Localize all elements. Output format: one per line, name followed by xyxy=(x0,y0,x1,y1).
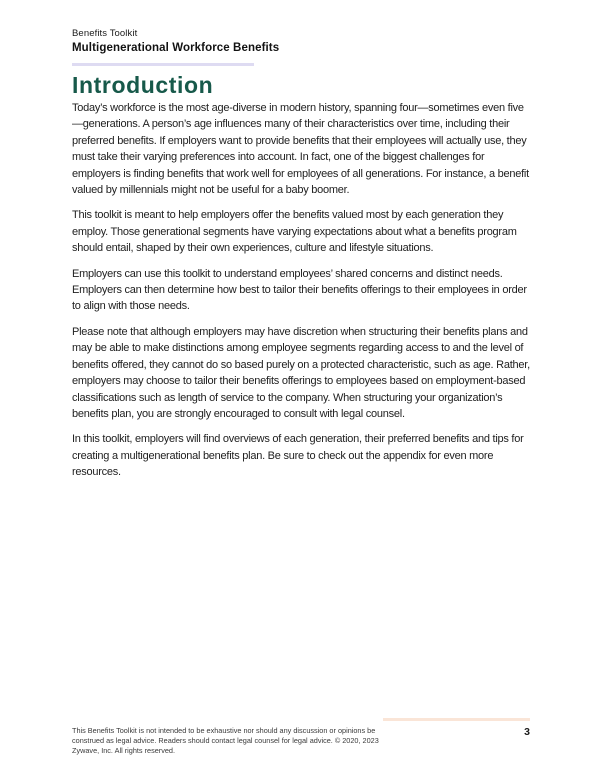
footer-disclaimer-line-1: This Benefits Toolkit is not intended to be exhaustive nor should any discussion or opinions be xyxy=(72,726,376,735)
document-eyebrow: Benefits Toolkit xyxy=(72,28,138,39)
intro-paragraph-4: Please note that although employers may have discretion when structuring their benefits plans and may be able to make distinctions among employee segments regarding access to and the level of benefits offered, they cannot do so based purely on a protected characteristic, such as age. Rather, employers may choose to tailor their benefits offerings to employees based on employment-based classifications such as length of service to the company. When structuring your organization’s benefits plan, you are strongly encouraged to consult with legal counsel. xyxy=(72,325,530,420)
footer-disclaimer xyxy=(72,726,379,756)
intro-paragraph-1: Today’s workforce is the most age-diverse in modern history, spanning four—sometimes even five—generations. A person’s age influences many of their characteristics over time, including their preferred benefits. If employers want to provide benefits that their employees will actually use, they must take their varying preferences into account. In fact, one of the biggest challenges for employers is finding benefits that work well for employees of all generations. For instance, a benefit valued by millennials might not be useful for a baby boomer. xyxy=(72,102,529,197)
section-heading-introduction: Introduction xyxy=(72,72,214,98)
footer-disclaimer-line-2: construed as legal advice. Readers should contact legal counsel for legal advice. © 2020, 2023 xyxy=(72,736,379,745)
page-number: 3 xyxy=(524,726,530,738)
footer-rule xyxy=(383,718,530,721)
footer-disclaimer-line-3: Zywave, Inc. All rights reserved. xyxy=(72,746,176,755)
intro-paragraph-3: Employers can use this toolkit to understand employees’ shared concerns and distinct needs. Employers can then determine how best to tailor their benefits offerings to their employees in order to align with those needs. xyxy=(72,267,527,313)
header-rule xyxy=(72,63,254,66)
body-copy xyxy=(72,100,534,481)
document-title: Multigenerational Workforce Benefits xyxy=(72,42,280,54)
intro-paragraph-5: In this toolkit, employers will find overviews of each generation, their preferred benefits and tips for creating a multigenerational benefits plan. Be sure to check out the appendix for even more resources. xyxy=(72,433,524,479)
intro-paragraph-2: This toolkit is meant to help employers offer the benefits valued most by each generation they employ. Those generational segments have varying expectations about what a benefits program should entail, shaped by their own experiences, culture and lifestyle situations. xyxy=(72,209,517,255)
